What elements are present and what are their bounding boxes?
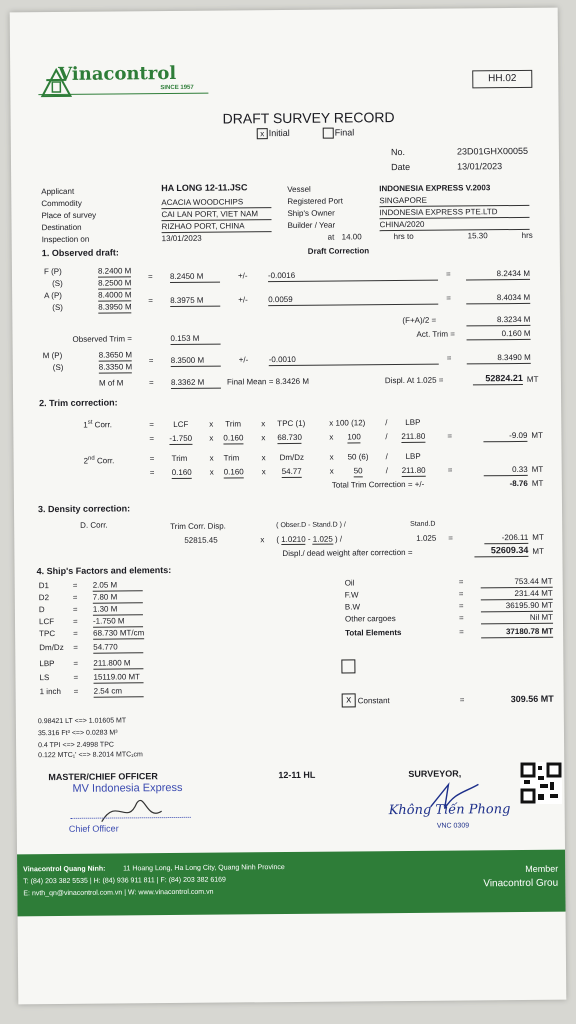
a-result: 8.4034 M [466, 292, 530, 305]
r2-c7: / [385, 432, 388, 442]
blank-checkbox[interactable] [341, 659, 355, 673]
fs-value: 8.2500 M [98, 278, 132, 288]
r2-c3: x [261, 433, 266, 443]
factor-value: 1.30 M [93, 603, 143, 615]
r3-c8: LBP [405, 451, 421, 461]
inspection-label: Inspection on [41, 234, 90, 245]
obs-trim-label: Observed Trim = [72, 334, 132, 344]
conv-3: 0.122 MTC₁' <=> 8.2014 MTC₁cm [38, 751, 143, 760]
final-checkbox[interactable] [323, 128, 334, 139]
commodity-label: Commodity [41, 198, 82, 209]
final-mean: Final Mean = 8.3426 M [226, 376, 309, 387]
element-value: Nil MT [481, 612, 553, 625]
r1-c7: LBP [405, 417, 421, 427]
element-value: 753.44 MT [481, 576, 553, 589]
a-eq: = [148, 296, 153, 306]
commodity-value: ACACIA WOODCHIPS [161, 196, 271, 209]
constant-value: 309.56 MT [510, 693, 554, 705]
r2-c6: 100 [347, 432, 361, 442]
footer-address: 11 Hoang Long, Ha Long City, Quang Ninh Province [123, 864, 285, 873]
factor-eq: = [73, 628, 78, 638]
f-corr: -0.0016 [268, 269, 438, 282]
builder-label: Builder / Year [287, 220, 336, 230]
element-label: B.W [344, 602, 361, 612]
r4-eq: = [149, 468, 155, 478]
factor-eq: = [72, 604, 78, 614]
as-label: (S) [52, 302, 63, 313]
total-trim-value: -8.76 [509, 478, 528, 489]
hrs-to-label: hrs to [393, 231, 414, 242]
no-value: 23D01GHX00055 [456, 145, 529, 157]
r4-unit: MT [531, 464, 544, 474]
density-unit: MT [532, 532, 544, 542]
element-eq: = [458, 613, 464, 623]
r2-c2: 0.160 [223, 433, 244, 443]
chief-officer-stamp: Chief Officer [68, 823, 119, 834]
element-eq: = [458, 577, 464, 587]
r4-c2: 0.160 [223, 467, 244, 477]
a-mean: 8.3975 M [170, 295, 220, 307]
survey-sheet [10, 8, 567, 1005]
trim-heading: 2. Trim correction: [39, 397, 118, 409]
place-label: Place of survey [41, 210, 97, 221]
mp-value: 8.3650 M [98, 350, 133, 360]
obser-label: ( Obser.D - Stand.D ) / [276, 521, 346, 530]
f-pm: +/- [237, 271, 248, 281]
trim-corr-value: 52815.45 [184, 535, 218, 545]
a-eq2: = [446, 293, 451, 303]
m-corr: -0.0010 [269, 353, 439, 366]
qr-code-icon [520, 762, 562, 804]
footer-member: Member [525, 863, 559, 874]
element-label: F.W [344, 590, 359, 600]
master-label: MASTER/CHIEF OFFICER [48, 771, 158, 783]
observed-heading: 1. Observed draft: [41, 247, 119, 259]
factor-label: LCF [38, 617, 55, 627]
factor-value: 68.730 MT/cm [93, 628, 145, 638]
total-trim-label: Total Trim Correction = +/- [331, 479, 425, 490]
at-value: 14.00 [341, 232, 362, 242]
element-eq: = [459, 627, 464, 637]
second-ordinal: 2 [83, 456, 89, 466]
r4-eq2: = [447, 465, 453, 475]
r4-c4: 54.77 [281, 466, 302, 477]
footer-office: Vinacontrol Quang Ninh: [23, 865, 106, 874]
footer-email: E: nvth_qn@vinacontrol.com.vn | W: www.vinacontrol.com.vn [23, 888, 214, 898]
m-eq: = [148, 356, 154, 366]
fp-value: 8.2400 M [97, 266, 132, 276]
fa2-label: (F+A)/2 = [402, 315, 437, 325]
displ-unit: MT [526, 374, 539, 384]
r4-c6: 50 [353, 466, 363, 476]
element-label: Other cargoes [344, 614, 396, 624]
element-value: 37180.78 MT [481, 626, 553, 639]
factor-label: D [38, 605, 45, 615]
applicant-label: Applicant [41, 186, 75, 197]
surveyor-label: SURVEYOR, [408, 768, 462, 779]
obs-trim-value: 0.153 M [170, 333, 220, 345]
r3-c2: Trim [223, 453, 240, 463]
m-eq2: = [446, 353, 452, 363]
mofm-eq: = [148, 378, 154, 388]
draft-correction-heading: Draft Correction [307, 246, 370, 256]
factor-value: 54.770 [93, 641, 143, 653]
r3-c7: / [385, 452, 388, 462]
r1-c0: LCF [173, 419, 189, 429]
footer-band [17, 850, 566, 917]
r4-c5: x [329, 466, 334, 476]
f-eq2: = [445, 269, 451, 279]
mofm-value: 8.3362 M [171, 377, 221, 389]
place-value: CAI LAN PORT, VIET NAM [161, 208, 271, 221]
vessel-value: INDONESIA EXPRESS V.2003 [379, 183, 491, 194]
factor-eq: = [73, 686, 79, 696]
builder-value: CHINA/2020 [380, 218, 530, 231]
after-unit: MT [532, 546, 545, 556]
factors-heading: 4. Ship's Factors and elements: [36, 565, 172, 577]
applicant-value: HA LONG 12-11.JSC [161, 182, 248, 194]
factor-eq: = [72, 592, 78, 602]
f-mean: 8.2450 M [170, 271, 220, 283]
factor-label: LBP [39, 659, 55, 669]
r2-c5: x [329, 432, 334, 442]
r4-result: 0.33 [484, 464, 528, 476]
date-value: 13/01/2023 [457, 161, 503, 172]
element-eq: = [458, 601, 464, 611]
r1-c4: TPC (1) [277, 418, 306, 429]
first-corr-label [83, 418, 112, 431]
factor-label: LS [39, 673, 50, 683]
density-eq: = [448, 533, 453, 543]
element-label: Total Elements [345, 628, 402, 638]
no-label: No. [390, 146, 405, 158]
density-result: -206.11 [484, 532, 528, 544]
density-heading: 3. Density correction: [37, 503, 131, 515]
density-x: x [260, 535, 265, 545]
conv-2: 0.4 TPI <=> 2.4998 TPC [38, 741, 114, 750]
stand-value: 1.025 [312, 534, 333, 544]
element-label: Oil [344, 578, 355, 588]
factor-value: 2.54 cm [94, 685, 144, 697]
trim-corr-label: Trim Corr. Disp. [170, 521, 226, 532]
fa2-value: 8.3234 M [466, 314, 530, 327]
ms-label: (S) [52, 362, 64, 373]
total-trim-unit: MT [531, 478, 544, 488]
footer-group: Vinacontrol Grou [483, 877, 559, 890]
r3-c5: x [329, 452, 334, 462]
vessel-stamp: MV Indonesia Express [72, 781, 183, 795]
company-label: 12-11 HL [278, 769, 316, 781]
vessel-label: Vessel [287, 184, 311, 194]
a-corr: 0.0059 [268, 293, 438, 306]
r4-c7: / [385, 466, 388, 476]
conv-0: 0.98421 LT <=> 1.01605 MT [37, 717, 127, 726]
r1-c3: x [261, 419, 266, 429]
factor-eq: = [73, 658, 79, 668]
factor-value: -1.750 M [93, 615, 143, 627]
r4-c8: 211.80 [401, 465, 426, 476]
constant-label: Constant [357, 696, 390, 706]
owner-label: Ship's Owner [287, 208, 335, 218]
reg-port-label: Registered Port [287, 196, 343, 206]
r2-result: -9.09 [483, 430, 527, 442]
brand-since: SINCE 1957 [160, 84, 194, 92]
element-eq: = [458, 589, 464, 599]
r4-c1: x [209, 467, 214, 477]
r1-c2: Trim [225, 419, 242, 429]
inspection-value: 13/01/2023 [161, 233, 202, 244]
r2-c8: 211.80 [401, 431, 426, 442]
fp-label: F (P) [43, 266, 62, 277]
r3-c1: x [209, 453, 214, 463]
r3-c3: x [261, 453, 266, 463]
first-ordinal: 1 [83, 420, 88, 430]
ms-value: 8.3350 M [98, 362, 133, 372]
act-trim-label: Act. Trim = [416, 329, 455, 339]
m-mean: 8.3500 M [171, 355, 221, 367]
r2-c4: 68.730 [277, 432, 302, 443]
r2-c0: -1.750 [169, 433, 193, 444]
r1-eq: = [149, 420, 154, 430]
factor-label: D2 [38, 593, 50, 603]
f-result: 8.2434 M [466, 268, 530, 281]
ap-label: A (P) [44, 290, 62, 301]
r1-c6: / [385, 418, 388, 428]
r4-c3: x [261, 467, 266, 477]
r2-eq: = [149, 434, 155, 444]
after-value: 52609.34 [474, 545, 528, 557]
destination-value: RIZHAO PORT, CHINA [162, 220, 272, 233]
factor-value: 2.05 M [93, 579, 143, 591]
factor-eq: = [72, 580, 78, 590]
factor-label: 1 inch [39, 686, 62, 697]
a-pm: +/- [238, 295, 248, 305]
obser-open: ( 1.0210 - 1.025 ) / [276, 534, 343, 545]
stand-label: Stand.D [410, 520, 436, 528]
r1-c1: x [209, 419, 214, 429]
r3-eq: = [149, 454, 155, 464]
r2-c1: x [209, 433, 214, 443]
element-value: 36195.90 MT [481, 600, 553, 613]
r3-c0: Trim [171, 453, 188, 464]
constant-checkbox[interactable]: x [342, 693, 356, 707]
r4-c0: 0.160 [171, 467, 192, 478]
act-trim-value: 0.160 M [466, 328, 530, 341]
owner-value: INDONESIA EXPRESS PTE.LTD [379, 206, 529, 219]
r2-unit: MT [531, 430, 543, 440]
page-title: DRAFT SURVEY RECORD [222, 109, 395, 127]
mp-label: M (P) [42, 350, 63, 361]
to-value: 15.30 [467, 231, 488, 241]
dcorr-label: D. Corr. [80, 520, 108, 530]
form-code: HH.02 [472, 70, 532, 89]
m-result: 8.3490 M [467, 352, 531, 365]
displ-label: Displ. At 1.025 = [384, 375, 444, 386]
displ-value: 52824.21 [473, 373, 523, 385]
stand-value-2: 1.025 [416, 533, 437, 543]
second-corr-label [84, 454, 115, 467]
initial-checkbox[interactable]: x [257, 128, 268, 139]
surveyor-code: VNC 0309 [436, 822, 470, 830]
destination-label: Destination [41, 222, 82, 233]
hrs-label: hrs [521, 230, 533, 240]
second-sup: nd [88, 455, 95, 462]
first-sup: st [87, 419, 93, 426]
mofm-label: M of M [98, 378, 124, 388]
factor-value: 211.800 M [93, 657, 143, 669]
fs-label: (S) [52, 278, 63, 289]
r3-c6: 50 (6) [347, 452, 369, 462]
factor-eq: = [73, 672, 79, 682]
date-label: Date [391, 161, 411, 173]
conv-1: 35.316 Ft³ <=> 0.0283 M³ [37, 729, 118, 738]
r2-eq2: = [447, 431, 453, 441]
constant-eq: = [459, 695, 465, 705]
after-label: Displ./ dead weight after correction = [282, 547, 413, 559]
m-pm: +/- [238, 355, 249, 365]
r1-c5: x 100 (12) [329, 418, 366, 428]
factor-value: 7.80 M [93, 591, 143, 603]
obser-value: 1.0210 [281, 534, 306, 545]
second-corr-text: Corr. [96, 456, 115, 466]
r3-c4: Dm/Dz [279, 452, 305, 463]
f-eq: = [147, 272, 153, 282]
reg-port-value: SINGAPORE [379, 194, 529, 207]
factor-eq: = [73, 642, 78, 652]
final-label: Final [334, 127, 355, 138]
ap-value: 8.4000 M [98, 290, 132, 300]
surveyor-name: Không Tiến Phong [388, 802, 511, 819]
footer-phones: T: (84) 203 382 5535 | H: (84) 936 911 811 | F: (84) 203 382 6169 [23, 876, 226, 886]
initial-label: Initial [268, 127, 290, 139]
first-corr-text: Corr. [94, 420, 113, 430]
element-value: 231.44 MT [481, 588, 553, 601]
as-value: 8.3950 M [98, 302, 132, 312]
factor-label: Dm/Dz [39, 642, 64, 653]
at-label: at [327, 232, 335, 242]
factor-value: 15119.00 MT [93, 671, 143, 683]
brand-name: Vinacontrol [58, 62, 177, 85]
factor-label: TPC [39, 629, 56, 639]
factor-label: D1 [38, 581, 49, 591]
factor-eq: = [72, 616, 78, 626]
